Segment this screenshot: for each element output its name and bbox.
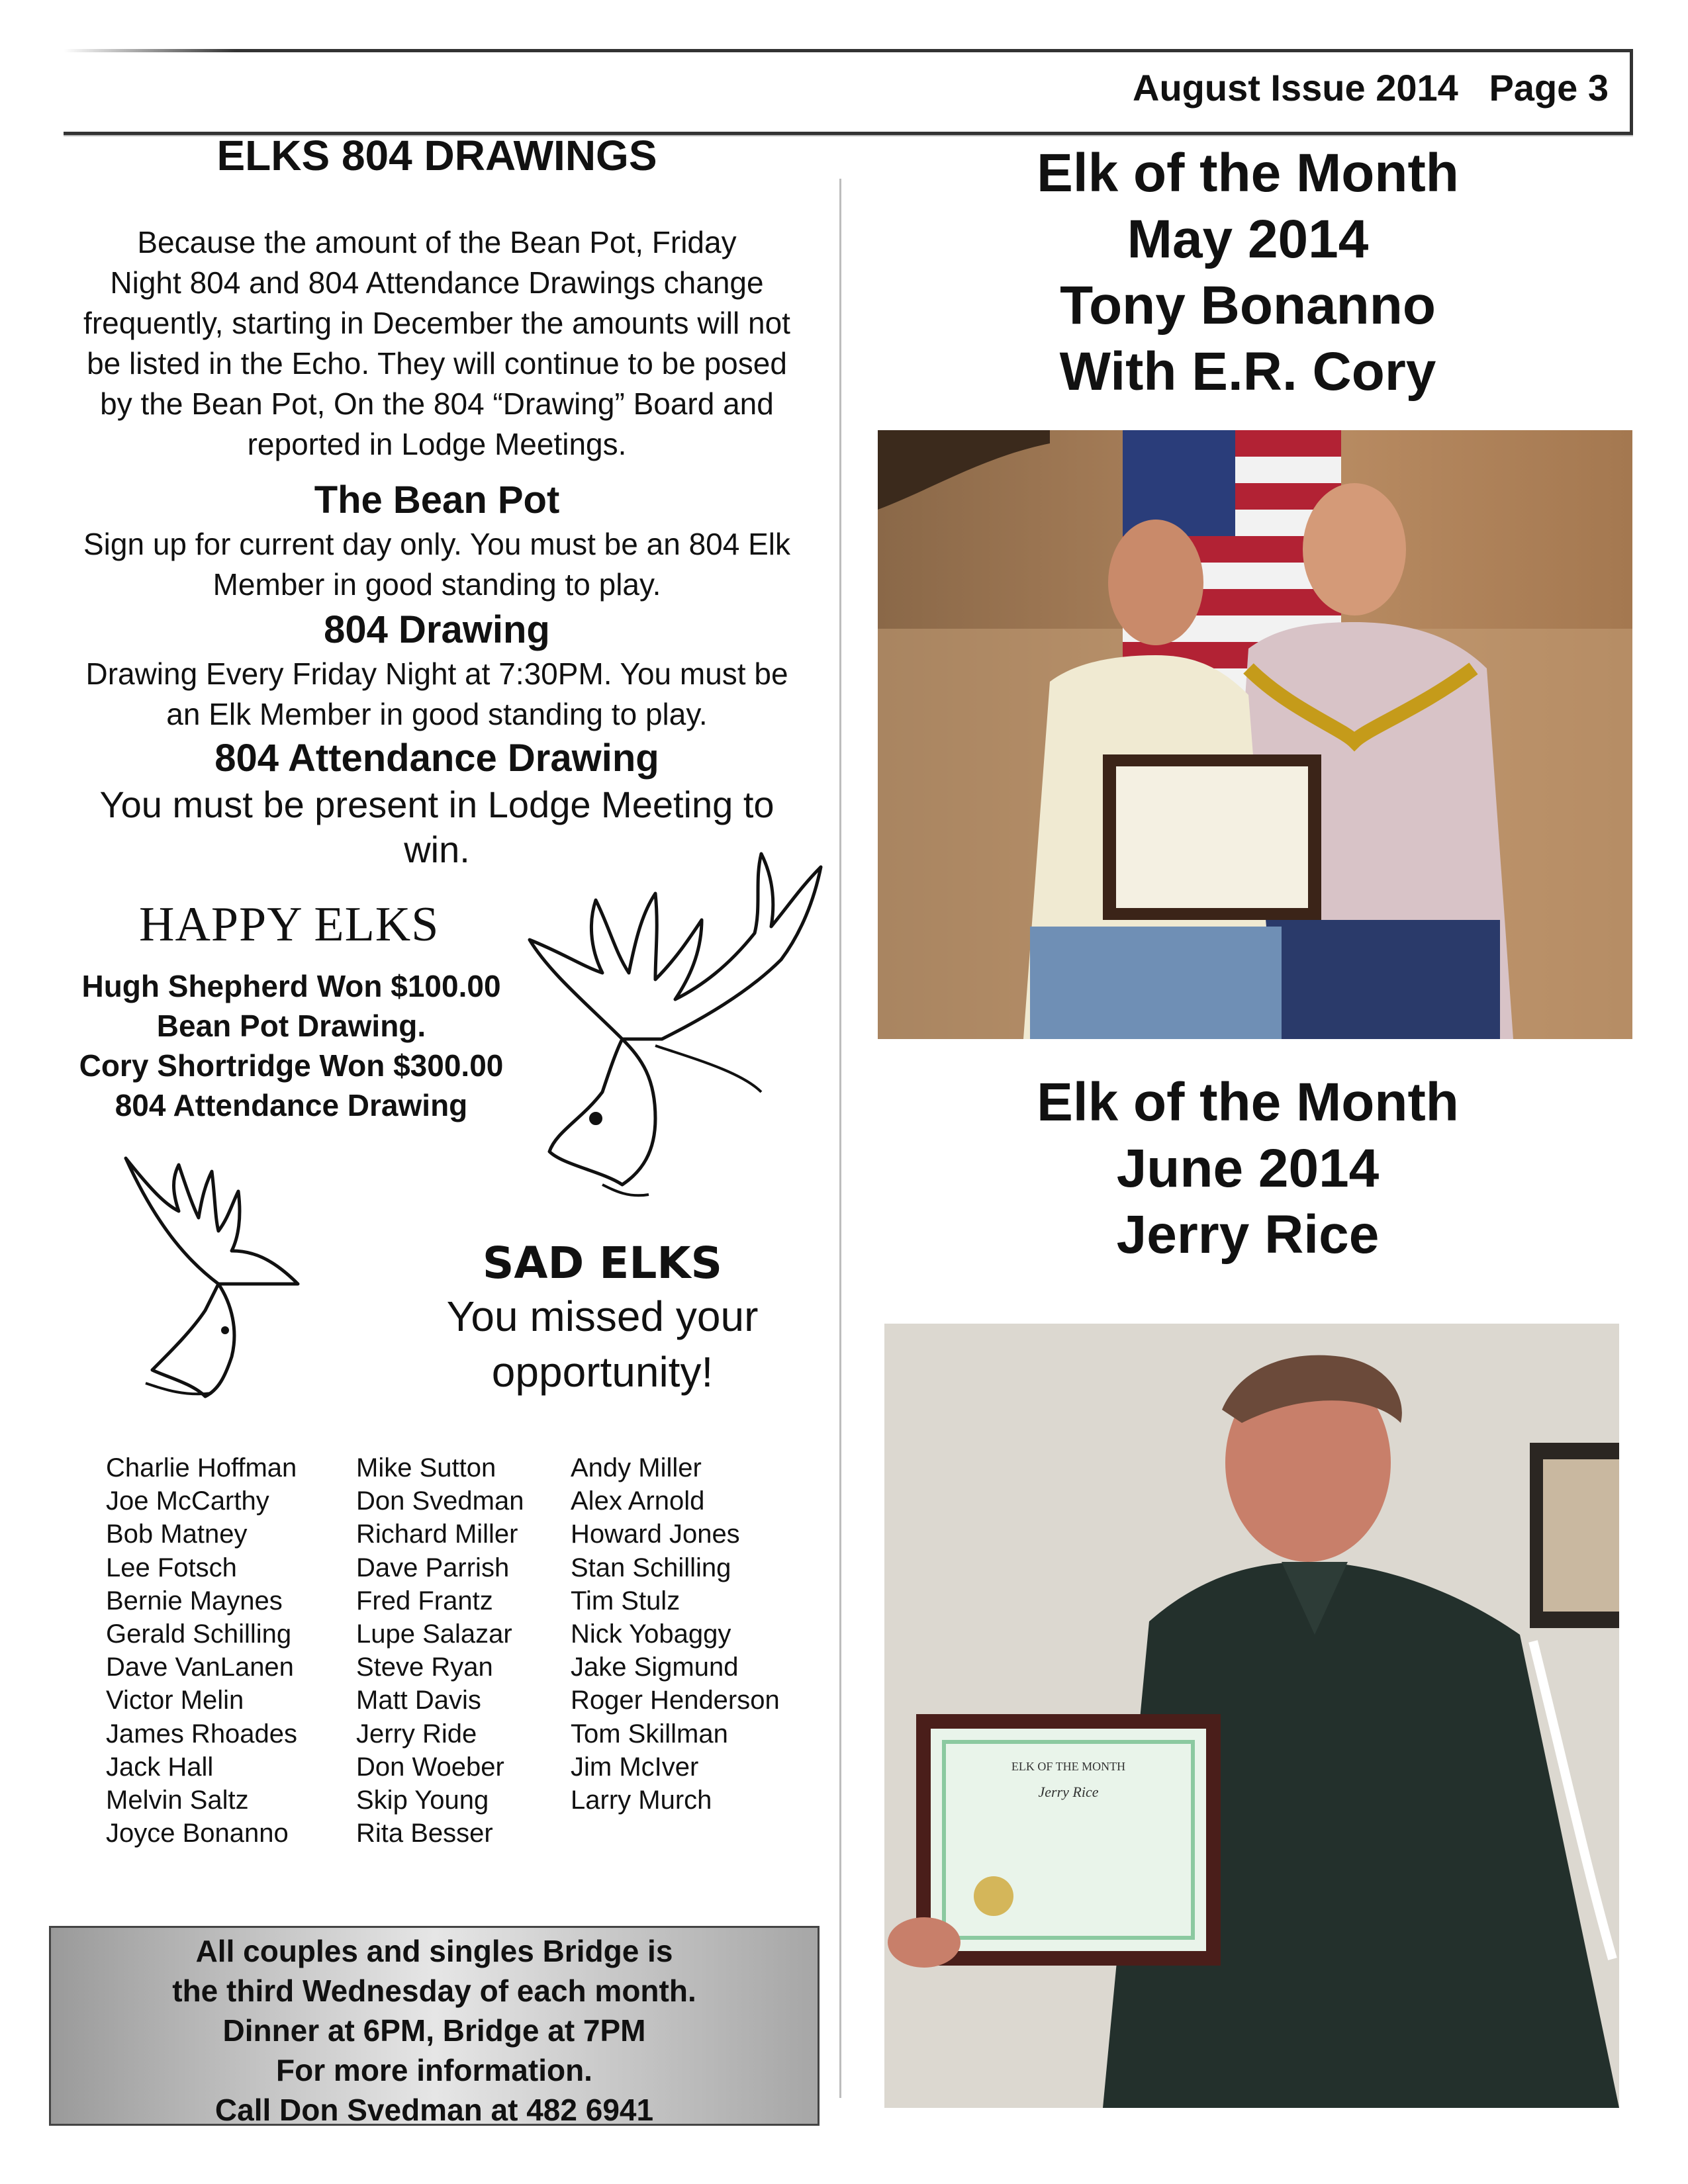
name-item: Lee Fotsch — [106, 1553, 237, 1582]
eom-line: Tony Bonanno — [1060, 275, 1436, 336]
name-item: Victor Melin — [106, 1686, 244, 1715]
sad-elks-line: You missed your — [446, 1293, 759, 1340]
name-item: Mike Sutton — [356, 1453, 496, 1482]
attendance-line: win. — [404, 829, 470, 870]
name-item: Dave Parrish — [356, 1553, 510, 1582]
elk-of-month-may — [874, 140, 1622, 405]
name-item: Dave VanLanen — [106, 1653, 294, 1682]
sad-elk-illustration — [119, 1152, 311, 1403]
attendance-line: You must be present in Lodge Meeting to — [99, 784, 774, 825]
happy-elk-illustration — [523, 841, 827, 1198]
happy-elks-winners — [53, 966, 530, 1125]
name-item: Matt Davis — [356, 1686, 481, 1715]
sad-elks-names-col3 — [571, 1451, 780, 1817]
bean-pot-line: Member in good standing to play. — [212, 567, 661, 602]
drawing-804-section — [40, 606, 834, 735]
name-item: Skip Young — [356, 1786, 489, 1815]
name-item: Tim Stulz — [571, 1586, 680, 1615]
name-item: Stan Schilling — [571, 1553, 731, 1582]
bridge-line: Dinner at 6PM, Bridge at 7PM — [222, 2013, 646, 2048]
name-item: Don Woeber — [356, 1752, 504, 1782]
eom-line: May 2014 — [1127, 209, 1369, 269]
drawing-804-line: Drawing Every Friday Night at 7:30PM. You must be — [85, 657, 788, 691]
name-item: Melvin Saltz — [106, 1786, 249, 1815]
bridge-line: the third Wednesday of each month. — [172, 1974, 696, 2008]
name-item: Roger Henderson — [571, 1686, 780, 1715]
name-item: Bernie Maynes — [106, 1586, 283, 1615]
drawing-804-line: an Elk Member in good standing to play. — [166, 697, 708, 731]
attendance-heading: 804 Attendance Drawing — [214, 737, 659, 780]
eom-line: Jerry Rice — [1116, 1205, 1380, 1265]
happy-elks-title: HAPPY ELKS — [139, 897, 440, 952]
eom-line: Elk of the Month — [1037, 143, 1459, 203]
eom-line: Elk of the Month — [1037, 1072, 1459, 1132]
issue-page-label: August Issue 2014 Page 3 — [1133, 67, 1609, 109]
name-item: Howard Jones — [571, 1520, 740, 1549]
name-item: Joyce Bonanno — [106, 1819, 289, 1848]
intro-line: be listed in the Echo. They will continue to be posed — [87, 346, 787, 381]
drawings-intro — [40, 222, 834, 465]
name-item: Jake Sigmund — [571, 1653, 739, 1682]
sad-elks-names-col2 — [356, 1451, 524, 1850]
bean-pot-heading: The Bean Pot — [314, 478, 560, 522]
eom-line: June 2014 — [1116, 1138, 1380, 1199]
name-item: Tom Skillman — [571, 1719, 728, 1749]
winner-line: Cory Shortridge Won $300.00 — [79, 1048, 504, 1083]
header-rule — [64, 49, 236, 52]
name-item: Andy Miller — [571, 1453, 702, 1482]
drawing-804-heading: 804 Drawing — [324, 608, 550, 651]
name-item: Rita Besser — [356, 1819, 493, 1848]
bridge-line: All couples and singles Bridge is — [195, 1934, 673, 1968]
bridge-line: For more information. — [276, 2053, 592, 2087]
winner-line: Bean Pot Drawing. — [156, 1009, 426, 1043]
name-item: Jim McIver — [571, 1752, 699, 1782]
bean-pot-line: Sign up for current day only. You must be an 804 Elk — [83, 527, 791, 561]
bridge-text — [49, 1931, 820, 2130]
name-item: James Rhoades — [106, 1719, 298, 1749]
name-item: Joe McCarthy — [106, 1486, 269, 1516]
photo-jerry-rice — [884, 1324, 1619, 2108]
intro-line: frequently, starting in December the amounts will not — [83, 306, 790, 340]
photo-2-drawing — [884, 1324, 1619, 2108]
name-item: Alex Arnold — [571, 1486, 705, 1516]
name-item: Larry Murch — [571, 1786, 712, 1815]
name-item: Nick Yobaggy — [571, 1619, 731, 1649]
name-item: Bob Matney — [106, 1520, 248, 1549]
winner-line: 804 Attendance Drawing — [115, 1088, 468, 1122]
certificate-title: ELK OF THE MONTH — [1011, 1760, 1126, 1773]
bridge-line: Call Don Svedman at 482 6941 — [214, 2093, 654, 2127]
name-item: Jack Hall — [106, 1752, 214, 1782]
column-divider — [839, 179, 841, 2098]
name-item: Fred Frantz — [356, 1586, 493, 1615]
photo-tony-bonanno — [878, 430, 1632, 1039]
intro-line: Night 804 and 804 Attendance Drawings change — [110, 265, 764, 300]
drawings-title: ELKS 804 DRAWINGS — [216, 132, 657, 179]
intro-line: reported in Lodge Meetings. — [247, 427, 627, 461]
eom-line: With E.R. Cory — [1059, 341, 1436, 402]
name-item: Jerry Ride — [356, 1719, 477, 1749]
sad-elks-names-col1 — [106, 1451, 297, 1850]
sad-elks-block — [397, 1238, 808, 1400]
photo-1-drawing — [878, 430, 1632, 1039]
sad-elks-title: SAD ELKS — [482, 1238, 723, 1289]
sad-elks-line: opportunity! — [491, 1348, 714, 1396]
name-item: Richard Miller — [356, 1520, 518, 1549]
certificate-name: Jerry Rice — [1038, 1784, 1099, 1800]
name-item: Steve Ryan — [356, 1653, 493, 1682]
intro-line: Because the amount of the Bean Pot, Friday — [137, 225, 737, 259]
name-item: Gerald Schilling — [106, 1619, 292, 1649]
name-item: Don Svedman — [356, 1486, 524, 1516]
elk-of-month-june — [874, 1069, 1622, 1268]
name-item: Lupe Salazar — [356, 1619, 512, 1649]
winner-line: Hugh Shepherd Won $100.00 — [81, 969, 501, 1003]
name-item: Charlie Hoffman — [106, 1453, 297, 1482]
intro-line: by the Bean Pot, On the 804 “Drawing” Board and — [100, 387, 774, 421]
bean-pot-section — [40, 477, 834, 605]
